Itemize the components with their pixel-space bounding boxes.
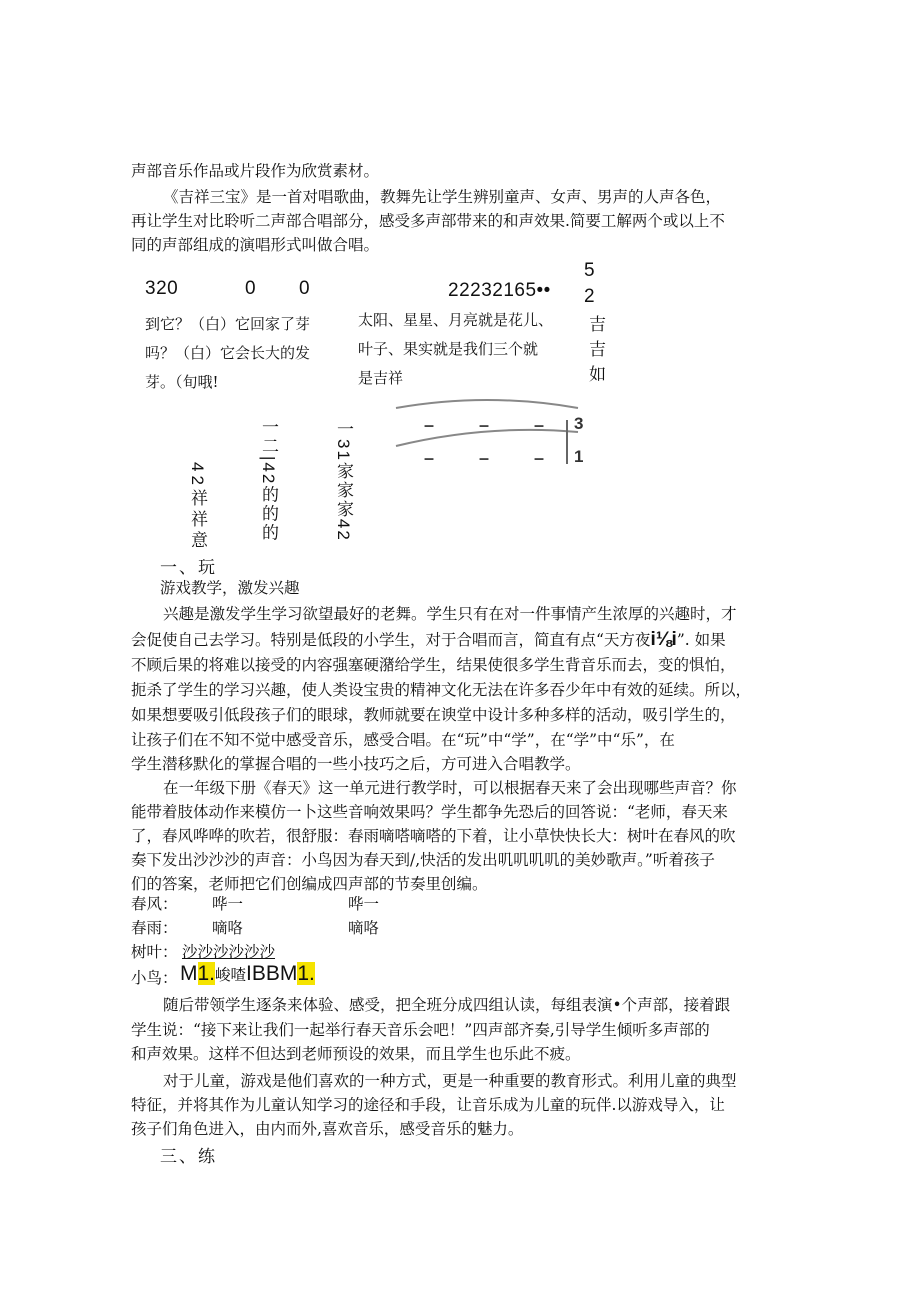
paragraph-line: 不顾后果的将难以接受的内容强塞硬潴给学生，结果使很多学生背音乐而去，变的惧怕，: [131, 656, 736, 674]
section-subheading: 游戏教学，激发兴趣: [160, 579, 300, 597]
bar-number: 1: [574, 447, 584, 466]
rhythm-value: 哗一: [348, 895, 380, 913]
score-notes: 2: [584, 286, 596, 307]
score-vertical-column: 42祥祥意: [188, 462, 207, 552]
text-run: 峻喳: [215, 966, 247, 984]
text-run: M: [180, 962, 198, 985]
score-lyric: 是吉祥: [358, 369, 404, 387]
score-lyric: 芽。（旬哦!: [145, 373, 219, 391]
paragraph-line: 让孩子们在不知不觉中感受音乐，感受合唱。在“玩”中“学”，在“学”中“乐”，在: [131, 731, 675, 749]
rhythm-value: 沙沙沙沙沙沙: [182, 943, 276, 961]
paragraph-line: 孩子们角色进入，由内而外,喜欢音乐，感受音乐的魅力。: [131, 1120, 524, 1138]
paragraph-line: 兴趣是激发学生学习欲望最好的老舞。学生只有在对一件事情产生浓厚的兴趣时，才: [163, 605, 737, 623]
section-heading: 三、练: [160, 1147, 217, 1167]
score-notes: 0: [299, 278, 311, 299]
score-vertical-column: 一二|42的的的: [259, 418, 278, 543]
text-run: 会促使自己去学习。特别是低段的小学生，对于合唱而言，简直有点“天方夜: [131, 631, 651, 649]
score-lyric: 到它？（白）它回家了芽: [145, 315, 311, 333]
intro-line: 声部音乐作品或片段作为欣赏素材。: [131, 162, 380, 180]
section-heading: 一、玩: [160, 558, 217, 578]
rhythm-label: 春风：: [131, 895, 178, 913]
paragraph-line: 随后带领学生逐条来体验、感受，把全班分成四组认读，每组表演•个声部，接着跟: [163, 996, 731, 1014]
intro-line: 再让学生对比聆听二声部合唱部分，感受多声部带来的和声效果.简要工解两个或以上不: [131, 212, 725, 230]
score-lyric: 吗？（白）它会长大的发: [145, 344, 311, 362]
score-dash-row: – – –: [424, 415, 565, 435]
rhythm-label: 树叶：: [131, 943, 178, 961]
text-run: 1.: [197, 962, 216, 985]
rhythm-value: 哗一: [212, 895, 244, 913]
text-run: IBBM: [246, 962, 298, 985]
intro-line: 《吉祥三宝》是一首对唱歌曲，教舞先让学生辨别童声、女声、男声的人声各色，: [163, 188, 722, 206]
paragraph-line: 特征，并将其作为儿童认知学习的途径和手段，让音乐成为儿童的玩伴.以游戏导入，让: [131, 1096, 725, 1114]
score-notes: 320: [145, 278, 179, 299]
intro-line: 同的声部组成的演唱形式叫做合唱。: [131, 236, 380, 254]
score-notes: 5: [584, 260, 596, 281]
score-lyric: 叶子、果实就是我们三个就: [358, 340, 539, 358]
paragraph-line: 和声效果。这样不但达到老师预设的效果，而且学生也乐此不疲。: [131, 1045, 581, 1063]
paragraph-line: 学生潜移默化的掌握合唱的一些小技巧之后，方可进入合唱教学。: [131, 755, 581, 773]
rhythm-value: 嘀咯: [212, 919, 244, 937]
score-vertical-column: 一31家家家42: [334, 420, 353, 542]
score-lyric-vertical: 吉吉如: [585, 315, 605, 390]
paragraph-line: 如果想要吸引低段孩子们的眼球，教师就要在谀堂中设计多种多样的活动，吸引学生的，: [131, 706, 736, 724]
paragraph-line: 们的答案，老师把它们创编成四声部的节奏里创编。: [131, 875, 488, 893]
barline: [566, 420, 568, 464]
score-notes: 0: [245, 278, 257, 299]
score-lyric: 太阳、星星、月亮就是花儿、: [358, 311, 554, 329]
text-run: 1.: [297, 962, 315, 985]
paragraph-line: 奏下发出沙沙沙的声音：小鸟因为春天到/,快活的发出叽叽叽叽的美妙歌声。”听着孩子: [131, 851, 715, 869]
paragraph-line: 能带着肢体动作来模仿一卜这些音响效果吗？学生都争先恐后的回答说：“老师，春天来: [131, 803, 728, 821]
text-run: i⅛i: [650, 629, 677, 650]
paragraph-line: 扼杀了学生的学习兴趣，使人类设宝贵的精神文化无法在许多吞少年中有效的延续。所以，: [131, 681, 752, 699]
paragraph-line: 在一年级下册《春天》这一单元进行教学时，可以根据春天来了会出现哪些声音？你: [163, 779, 737, 797]
rhythm-value: [180, 962, 315, 987]
score-notes: 22232165••: [448, 280, 551, 301]
rhythm-label: 小鸟：: [131, 969, 178, 987]
paragraph-line: 对于儿童，游戏是他们喜欢的一种方式，更是一种重要的教育形式。利用儿童的典型: [163, 1072, 737, 1090]
rhythm-label: 春雨：: [131, 919, 178, 937]
paragraph-line: [131, 628, 726, 652]
bar-number: 3: [574, 414, 584, 433]
score-dash-row: – – –: [424, 448, 565, 468]
paragraph-line: 学生说：“接下来让我们一起举行春天音乐会吧！”四声部齐奏,引导学生倾听多声部的: [131, 1021, 710, 1039]
rhythm-value: 嘀咯: [348, 919, 380, 937]
text-run: ”. 如果: [676, 631, 726, 649]
paragraph-line: 了，春风哗哗的吹若，很舒服：春雨嘀嗒嘀嗒的下着，让小草快快长大：树叶在春风的吹: [131, 827, 736, 845]
